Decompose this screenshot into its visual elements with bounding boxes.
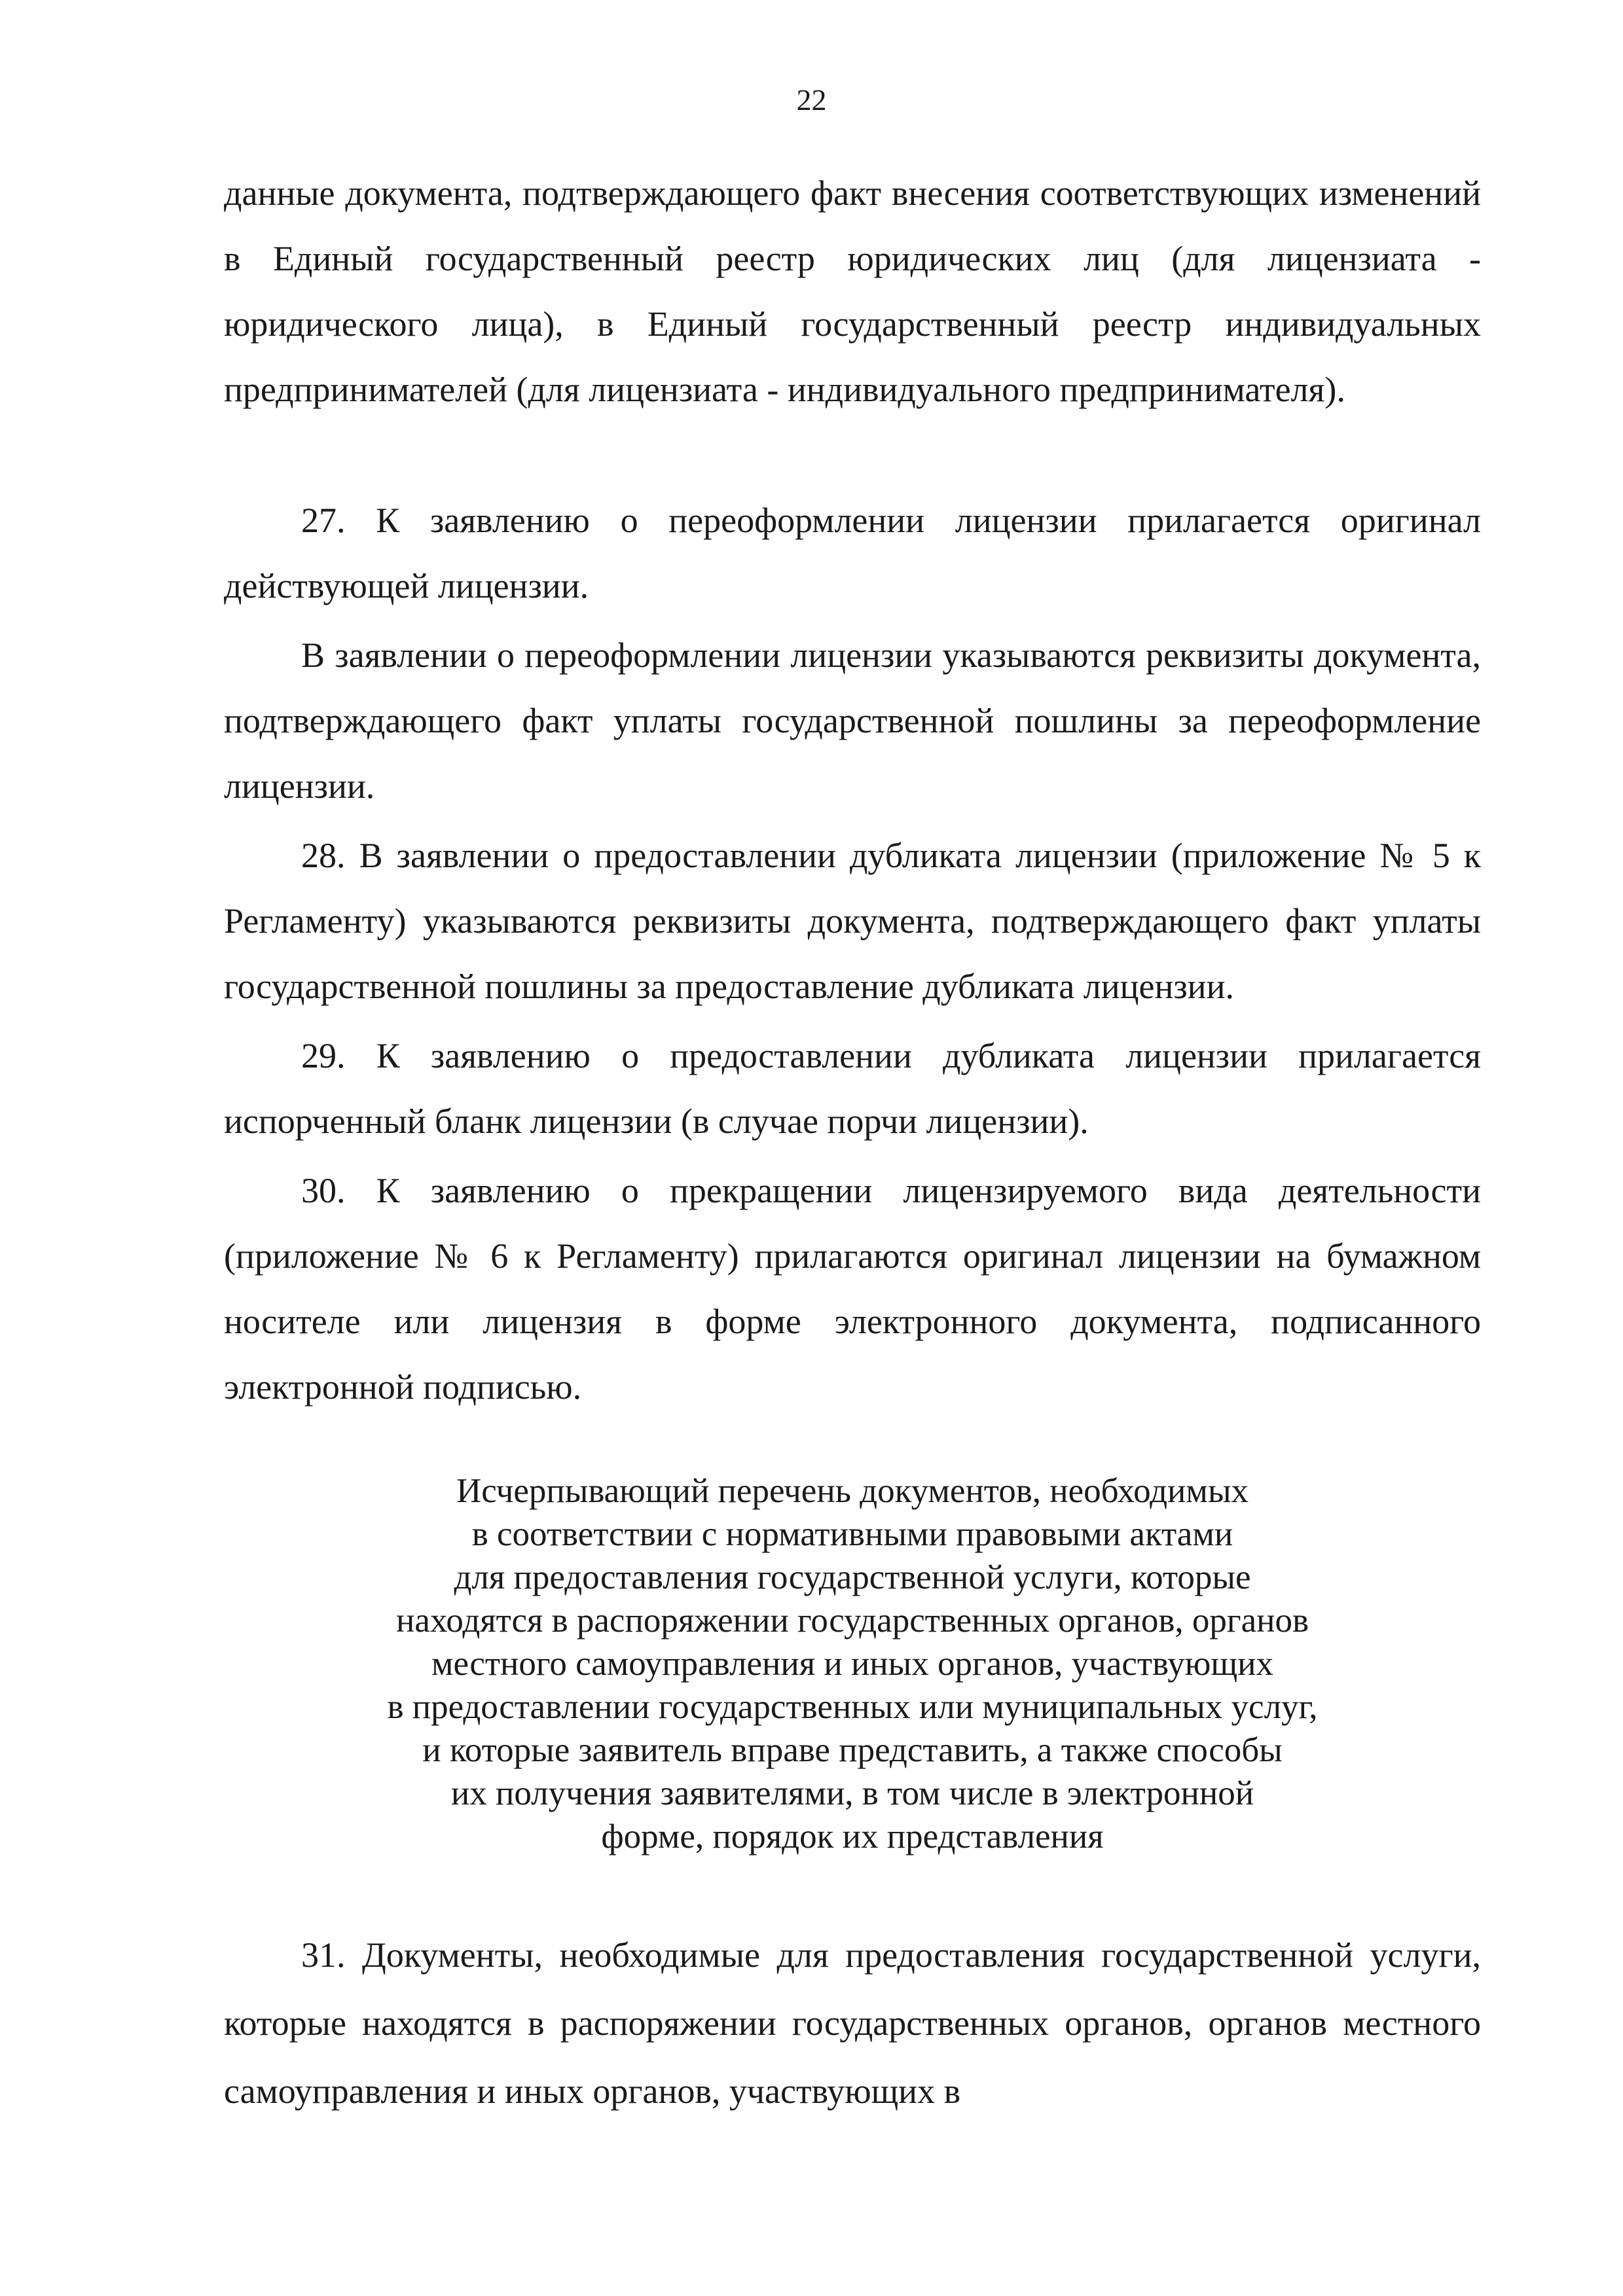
document-body <box>224 488 1481 1420</box>
page-number: 22 <box>796 83 827 117</box>
section-heading-line: находятся в распоряжении государственных органов, органов <box>395 1602 1309 1640</box>
section-heading-line: в предоставлении государственных или муниципальных услуг, <box>387 1688 1318 1726</box>
section-heading-line: для предоставления государственной услуги, которые <box>454 1558 1251 1596</box>
paragraph-27: 27. К заявлению о переоформлении лицензии прилагается оригинал действующей лицензии. <box>224 501 1481 605</box>
paragraph-28: 28. В заявлении о предоставлении дубликата лицензии (приложение № 5 к Регламенту) указываются реквизиты документа, подтверждающего факт уплаты государственной пошлины за предоставление дубликата лицензии. <box>224 836 1481 1006</box>
section-heading-line: в соответствии с нормативными правовыми актами <box>471 1515 1233 1553</box>
paragraph-31: 31. Документы, необходимые для предоставления государственной услуги, которые находятся в распоряжении государственных органов, органов местного самоуправления и иных органов, участвующих в <box>224 1935 1481 2111</box>
document-body-top <box>224 160 1481 422</box>
section-heading-line: Исчерпывающий перечень документов, необходимых <box>456 1472 1249 1510</box>
section-heading-line: местного самоуправления и иных органов, участвующих <box>431 1645 1274 1683</box>
paragraph-27-details: В заявлении о переоформлении лицензии указываются реквизиты документа, подтверждающего факт уплаты государственной пошлины за переоформление лицензии. <box>224 636 1481 806</box>
paragraph-30: 30. К заявлению о прекращении лицензируемого вида деятельности (приложение № 6 к Регламенту) прилагаются оригинал лицензии на бумажном носителе или лицензия в форме электронного документа, подписанного электронной подписью. <box>224 1171 1481 1407</box>
section-heading-line: их получения заявителями, в том числе в электронной <box>450 1774 1254 1812</box>
paragraph-29: 29. К заявлению о предоставлении дубликата лицензии прилагается испорченный бланк лицензии (в случае порчи лицензии). <box>224 1036 1481 1141</box>
section-heading-line: форме, порядок их представления <box>601 1818 1104 1856</box>
paragraph-continuation: данные документа, подтверждающего факт внесения соответствующих изменений в Единый государственный реестр юридических лиц (для лицензиата - юридического лица), в Единый государственный реестр индивидуальных предпринимателей (для лицензиата - индивидуального предпринимателя). <box>224 173 1481 409</box>
section-heading <box>224 1469 1481 1858</box>
document-body-bottom <box>224 1921 1481 2125</box>
section-heading-line: и которые заявитель вправе представить, а также способы <box>422 1731 1283 1769</box>
